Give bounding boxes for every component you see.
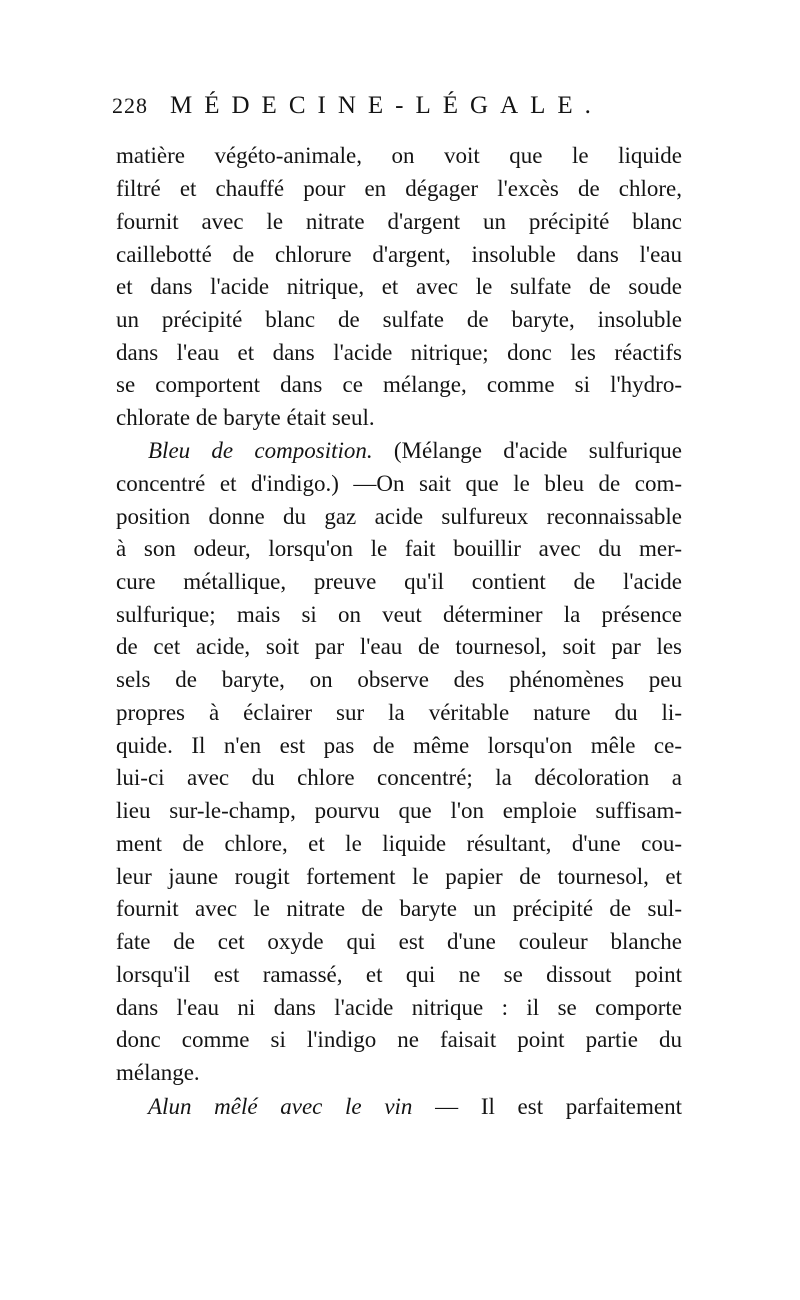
section-heading-italic: Alun mêlé avec le vin [148, 1094, 413, 1119]
section-heading-italic: Bleu de composition. [148, 438, 373, 463]
text-line: matière végéto-animale, on voit que le liquide [116, 143, 682, 168]
paragraph-start-line [148, 436, 682, 466]
text-line: lui-ci avec du chlore concentré; la décoloration a [116, 765, 682, 790]
text-line: un précipité blanc de sulfate de baryte, insoluble [116, 307, 682, 332]
text-line: quide. Il n'en est pas de même lorsqu'on mêle ce- [116, 733, 682, 758]
page-header [112, 92, 692, 132]
text-line: donc comme si l'indigo ne faisait point partie du [116, 1027, 682, 1052]
text-line: position donne du gaz acide sulfureux reconnaissable [116, 504, 682, 529]
text-line: se comportent dans ce mélange, comme si l'hydro- [116, 372, 682, 397]
text-line: dans l'eau et dans l'acide nitrique; donc les réactifs [116, 340, 682, 365]
text-line: lieu sur-le-champ, pourvu que l'on emploie suffisam- [116, 798, 682, 823]
running-title: MÉDECINE-LÉGALE. [170, 92, 603, 119]
paragraph-start-line [148, 1092, 682, 1122]
text-line: fournit avec le nitrate d'argent un précipité blanc [116, 209, 682, 234]
text-line: dans l'eau ni dans l'acide nitrique : il se comporte [116, 995, 682, 1020]
text-line: propres à éclairer sur la véritable nature du li- [116, 700, 682, 725]
text-line: mélange. [116, 1060, 200, 1085]
text-line: sels de baryte, on observe des phénomènes peu [116, 667, 682, 692]
text-segment: — Il est parfaitement [412, 1094, 682, 1119]
text-line: à son odeur, lorsqu'on le fait bouillir avec du mer- [116, 536, 682, 561]
page-number: 228 [112, 93, 148, 118]
text-line: chlorate de baryte était seul. [116, 405, 375, 430]
text-line: cure métallique, preuve qu'il contient de l'acide [116, 569, 682, 594]
text-line: leur jaune rougit fortement le papier de tournesol, et [116, 864, 682, 889]
text-line: caillebotté de chlorure d'argent, insoluble dans l'eau [116, 242, 682, 267]
text-line: concentré et d'indigo.) —On sait que le bleu de com- [116, 471, 682, 496]
text-line: de cet acide, soit par l'eau de tournesol, soit par les [116, 634, 682, 659]
text-line: et dans l'acide nitrique, et avec le sulfate de soude [116, 274, 682, 299]
text-line: lorsqu'il est ramassé, et qui ne se dissout point [116, 962, 682, 987]
text-line: sulfurique; mais si on veut déterminer la présence [116, 602, 682, 627]
text-line: fournit avec le nitrate de baryte un précipité de sul- [116, 896, 682, 921]
text-line: ment de chlore, et le liquide résultant, d'une cou- [116, 831, 682, 856]
text-line: filtré et chauffé pour en dégager l'excès de chlore, [116, 176, 682, 201]
text-line: fate de cet oxyde qui est d'une couleur blanche [116, 929, 682, 954]
text-segment: (Mélange d'acide sulfurique [372, 438, 682, 463]
